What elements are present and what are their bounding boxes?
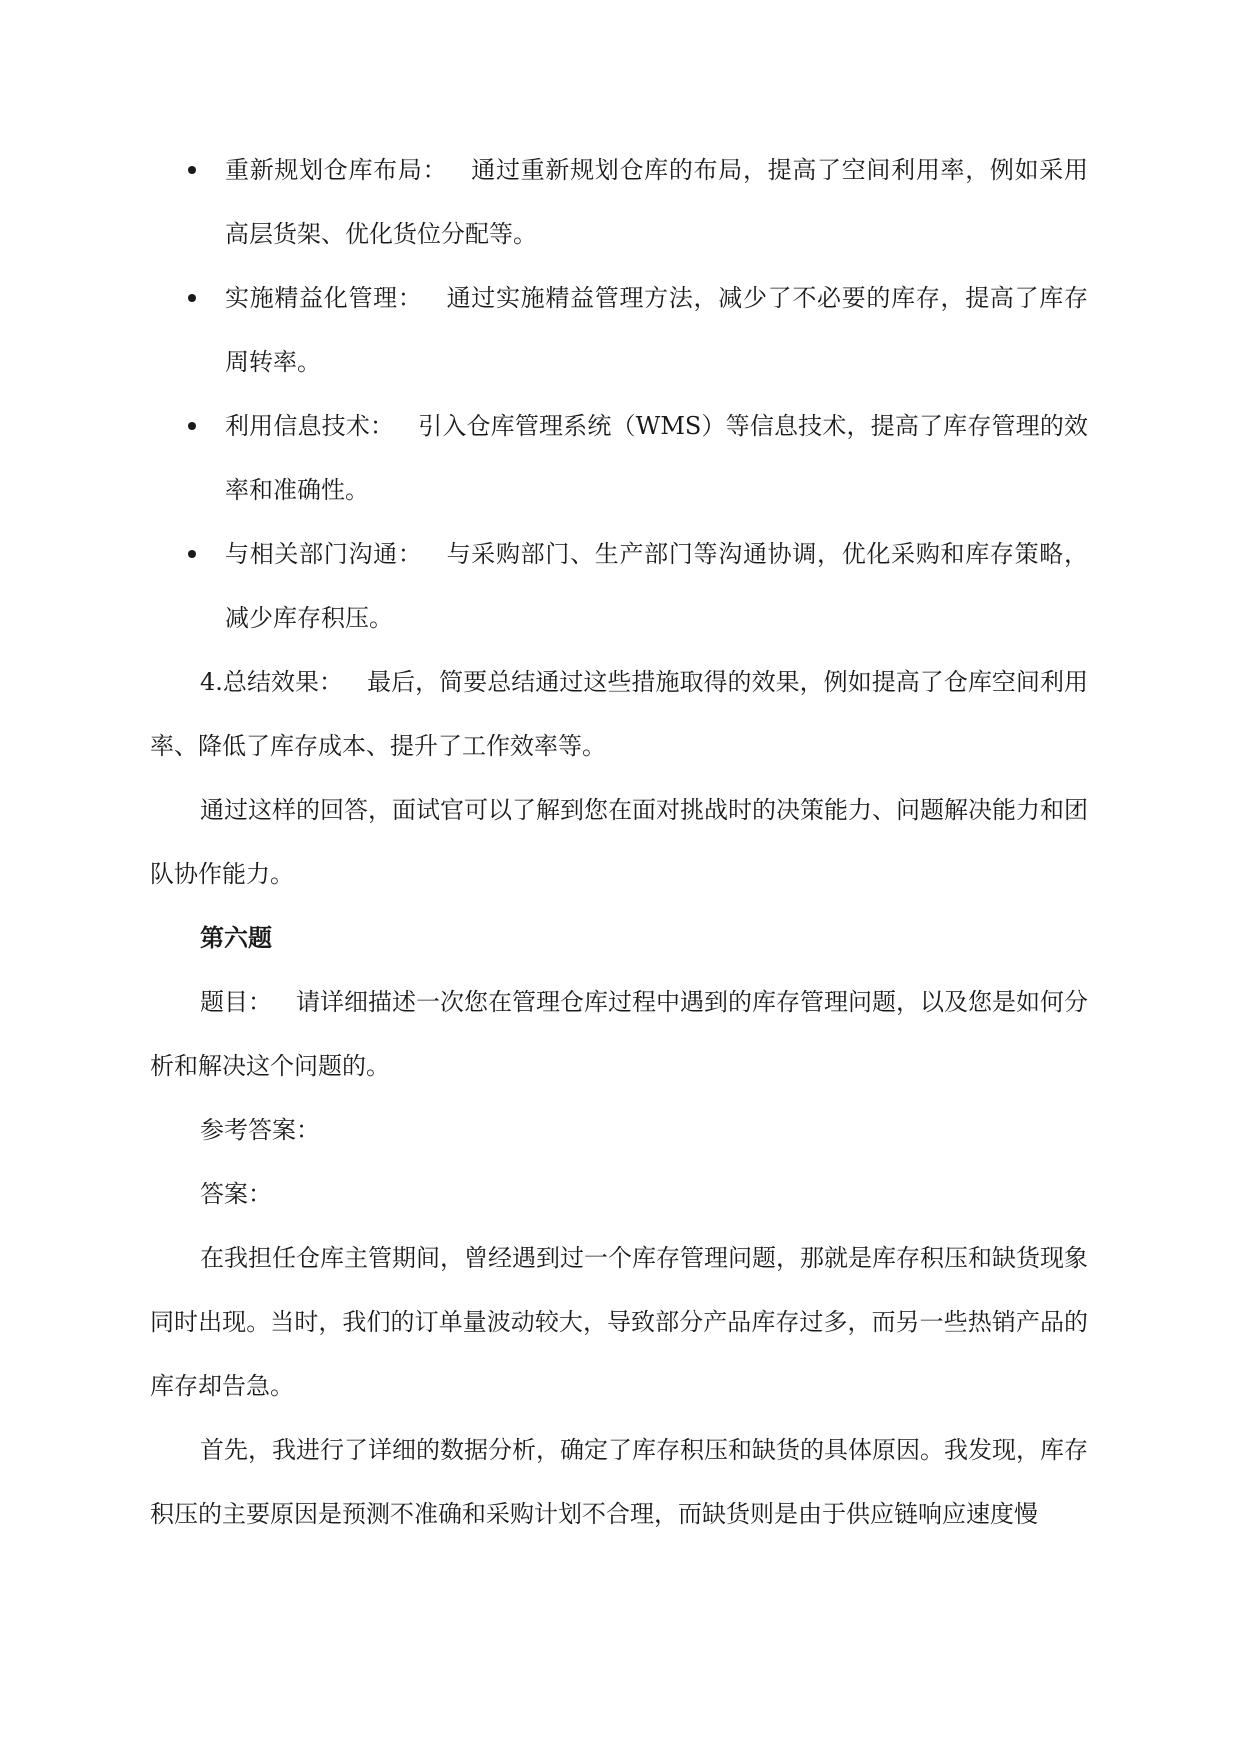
bullet-text: 通过重新规划仓库的布局，提高了空间利用率，例如采用高层货架、优化货位分配等。 bbox=[225, 156, 1089, 248]
bullet-lead: 与相关部门沟通： bbox=[225, 540, 423, 568]
bullet-text: 通过实施精益管理方法，减少了不必要的库存，提高了库存周转率。 bbox=[225, 284, 1089, 376]
answer-paragraph: 在我担任仓库主管期间，曾经遇到过一个库存管理问题，那就是库存积压和缺货现象同时出现。当时，我们的订单量波动较大，导致部分产品库存过多，而另一些热销产品的库存却告急。 bbox=[150, 1244, 1088, 1400]
list-item bbox=[150, 394, 1088, 522]
reference-label: 参考答案： bbox=[200, 1116, 320, 1144]
bullet-text: 引入仓库管理系统（WMS）等信息技术，提高了库存管理的效率和准确性。 bbox=[225, 412, 1089, 504]
summary-text: 最后，简要总结通过这些措施取得的效果，例如提高了仓库空间利用率、降低了库存成本、提升了工作效率等。 bbox=[150, 668, 1088, 760]
list-item bbox=[150, 266, 1088, 394]
closing-paragraph: 通过这样的回答，面试官可以了解到您在面对挑战时的决策能力、问题解决能力和团队协作能力。 bbox=[150, 796, 1088, 888]
question-paragraph bbox=[150, 970, 1088, 1098]
answer-label: 答案： bbox=[200, 1180, 272, 1208]
document-page bbox=[150, 138, 1088, 1546]
bullet-lead: 利用信息技术： bbox=[225, 412, 395, 440]
bullet-lead: 实施精益化管理： bbox=[225, 284, 423, 312]
bullet-icon bbox=[188, 422, 196, 430]
section-title: 第六题 bbox=[200, 923, 272, 952]
list-item bbox=[150, 138, 1088, 266]
bullet-lead: 重新规划仓库布局： bbox=[225, 156, 448, 184]
list-item bbox=[150, 522, 1088, 650]
summary-paragraph bbox=[150, 650, 1088, 778]
summary-lead: 4.总结效果： bbox=[200, 668, 344, 696]
bullet-icon bbox=[188, 166, 196, 174]
question-lead: 题目： bbox=[200, 988, 272, 1016]
bullet-icon bbox=[188, 550, 196, 558]
answer-paragraph: 首先，我进行了详细的数据分析，确定了库存积压和缺货的具体原因。我发现，库存积压的主要原因是预测不准确和采购计划不合理，而缺货则是由于供应链响应速度慢 bbox=[150, 1436, 1088, 1528]
question-text: 请详细描述一次您在管理仓库过程中遇到的库存管理问题，以及您是如何分析和解决这个问题的。 bbox=[150, 988, 1088, 1080]
bullet-text: 与采购部门、生产部门等沟通协调，优化采购和库存策略，减少库存积压。 bbox=[225, 540, 1089, 632]
measures-list bbox=[150, 138, 1088, 650]
bullet-icon bbox=[188, 294, 196, 302]
